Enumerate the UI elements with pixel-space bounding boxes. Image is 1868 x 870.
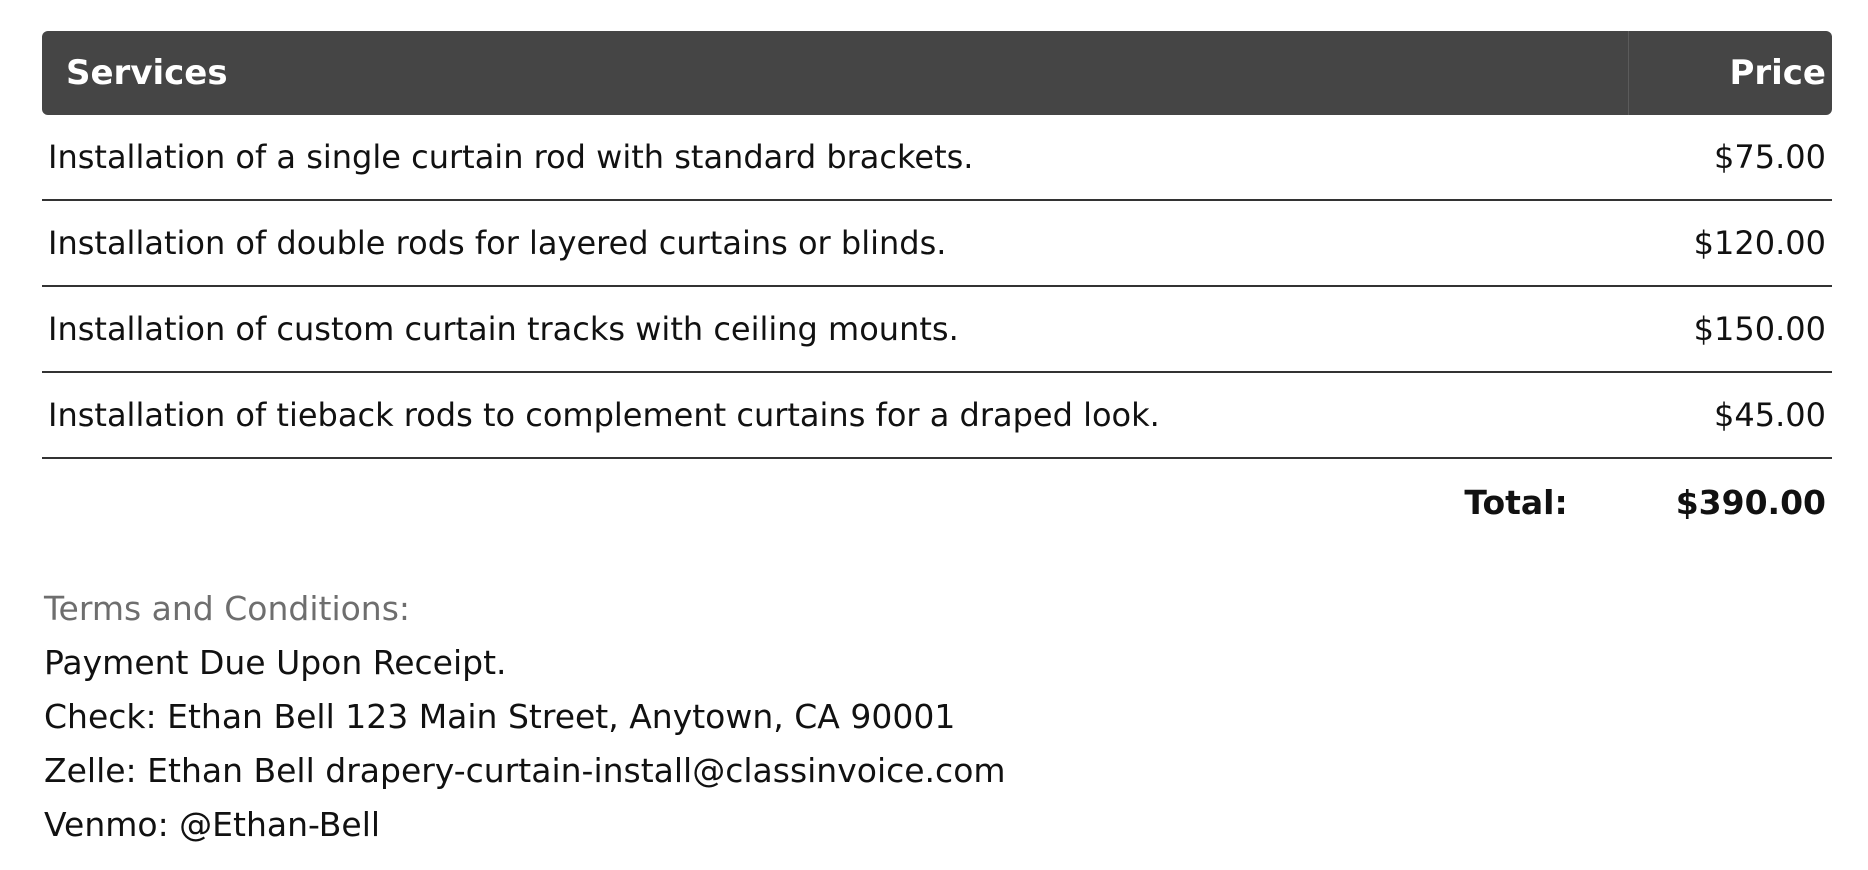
total-value: $390.00	[1675, 482, 1826, 522]
price-column-header-label: Price	[1729, 53, 1826, 93]
terms-payment-due: Payment Due Upon Receipt.	[44, 643, 507, 682]
table-header	[42, 31, 1832, 115]
service-description: Installation of custom curtain tracks with ceiling mounts.	[48, 310, 959, 348]
price-column-header	[1628, 31, 1832, 115]
service-description: Installation of a single curtain rod with standard brackets.	[48, 138, 974, 176]
service-price: $45.00	[1714, 396, 1826, 434]
services-column-header: Services	[66, 53, 228, 93]
terms-check: Check: Ethan Bell 123 Main Street, Anytown, CA 90001	[44, 697, 956, 736]
service-description: Installation of double rods for layered curtains or blinds.	[48, 224, 947, 262]
total-row	[42, 459, 1832, 545]
table-row	[42, 115, 1832, 201]
terms-heading: Terms and Conditions:	[44, 589, 411, 628]
table-row	[42, 287, 1832, 373]
service-price: $120.00	[1693, 224, 1826, 262]
services-table	[42, 31, 1832, 545]
service-description: Installation of tieback rods to complement curtains for a draped look.	[48, 396, 1160, 434]
terms-zelle: Zelle: Ethan Bell drapery-curtain-install@classinvoice.com	[44, 751, 1006, 790]
service-price: $150.00	[1693, 310, 1826, 348]
table-row	[42, 201, 1832, 287]
total-label: Total:	[1464, 482, 1568, 522]
terms-venmo: Venmo: @Ethan-Bell	[44, 805, 381, 844]
terms-section	[44, 582, 1006, 852]
service-price: $75.00	[1714, 138, 1826, 176]
table-row	[42, 373, 1832, 459]
